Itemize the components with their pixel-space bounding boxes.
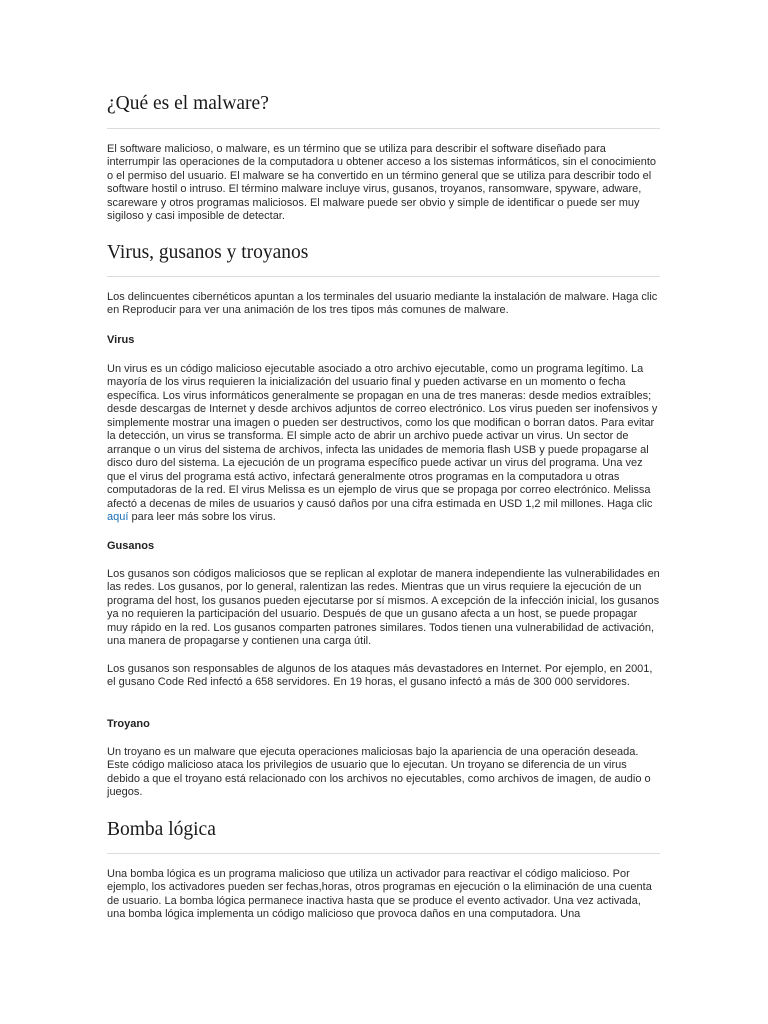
gusanos-paragraph-1: Los gusanos son códigos maliciosos que se replican al explotar de manera independiente las vulnerabilidades en las redes. Los gusanos, por lo general, ralentizan las redes. Mientras que un virus requiere la ejecución de un programa del host, los gusanos pueden ejecutarse por sí mismos. A excepción de la infección inicial, los gusanos ya no requieren la participación del usuario. Después de que un gusano afecta a un host, se puede propagar muy rápido en la red. Los gusanos comparten patrones similares. Todos tienen una vulnerabilidad de activación, una manera de propagarse y contienen una carga útil. bbox=[107, 568, 660, 648]
section-divider bbox=[107, 853, 660, 854]
malware-paragraph: El software malicioso, o malware, es un término que se utiliza para describir el software diseñado para interrumpir las operaciones de la computadora u obtener acceso a los sistemas informáticos, sin el conocimiento o el permiso del usuario. El malware se ha convertido en un término general que se utiliza para describir todo el software hostil o intruso. El término malware incluye virus, gusanos, troyanos, ransomware, spyware, adware, scareware y otros programas maliciosos. El malware puede ser obvio y simple de identificar o puede ser muy sigiloso y casi imposible de detectar. bbox=[107, 143, 657, 223]
section-title-virus-gusanos-troyanos: Virus, gusanos y troyanos bbox=[107, 242, 309, 263]
virus-paragraph bbox=[107, 363, 660, 524]
gusanos-paragraph-2: Los gusanos son responsables de algunos de los ataques más devastadores en Internet. Por ejemplo, en 2001, el gusano Code Red infectó a 658 servidores. En 19 horas, el gusano infectó a más de 300 000 servidores. bbox=[107, 663, 653, 689]
read-more-virus-link[interactable]: aquí bbox=[107, 510, 129, 523]
subheading-gusanos: Gusanos bbox=[107, 540, 155, 552]
troyano-paragraph: Un troyano es un malware que ejecuta operaciones maliciosas bajo la apariencia de una operación deseada. Este código malicioso ataca los privilegios de usuario que lo ejecutan. Un troyano se diferencia de un virus debido a que el troyano está relacionado con los archivos no ejecutables, como archivos de imagen, de audio o juegos. bbox=[107, 746, 651, 799]
virus-text-after: para leer más sobre los virus. bbox=[128, 510, 276, 523]
subheading-virus: Virus bbox=[107, 334, 135, 346]
section-divider bbox=[107, 128, 660, 129]
bomba-logica-paragraph: Una bomba lógica es un programa malicioso que utiliza un activador para reactivar el código malicioso. Por ejemplo, los activadores pueden ser fechas,horas, otros programas en ejecución o la eliminación de una cuenta de usuario. La bomba lógica permanece inactiva hasta que se produce el evento activador. Una vez activada, una bomba lógica implementa un código malicioso que provoca daños en una computadora. Una bbox=[107, 868, 652, 921]
section-title-bomba-logica: Bomba lógica bbox=[107, 819, 216, 840]
section-divider bbox=[107, 276, 660, 277]
intro-paragraph: Los delincuentes cibernéticos apuntan a los terminales del usuario mediante la instalación de malware. Haga clic en Reproducir para ver una animación de los tres tipos más comunes de malware. bbox=[107, 291, 658, 317]
section-title-malware: ¿Qué es el malware? bbox=[107, 93, 269, 114]
virus-text: Un virus es un código malicioso ejecutable asociado a otro archivo ejecutable, como un programa legítimo. La mayoría de los virus requieren la inicialización del usuario final y pueden activarse en un momento o fecha específica. Los virus informáticos generalmente se propagan en una de tres maneras: desde medios extraíbles; desde descargas de Internet y desde archivos adjuntos de correo electrónico. Los virus pueden ser inofensivos y simplemente mostrar una imagen o pueden ser destructivos, como los que modifican o borran datos. Para evitar la detección, un virus se transforma. El simple acto de abrir un archivo puede activar un virus. Un sector de arranque o un virus del sistema de archivos, infecta las unidades de memoria flash USB y puede propagarse al disco duro del sistema. La ejecución de un programa específico puede activar un virus del programa. Una vez que el virus del programa está activo, infectará generalmente otros programas en la computadora u otras computadoras de la red. El virus Melissa es un ejemplo de virus que se propaga por correo electrónico. Melissa afectó a decenas de miles de usuarios y causó daños por una cifra estimada en USD 1,2 mil millones. Haga clic bbox=[107, 363, 658, 510]
subheading-troyano: Troyano bbox=[107, 718, 150, 730]
